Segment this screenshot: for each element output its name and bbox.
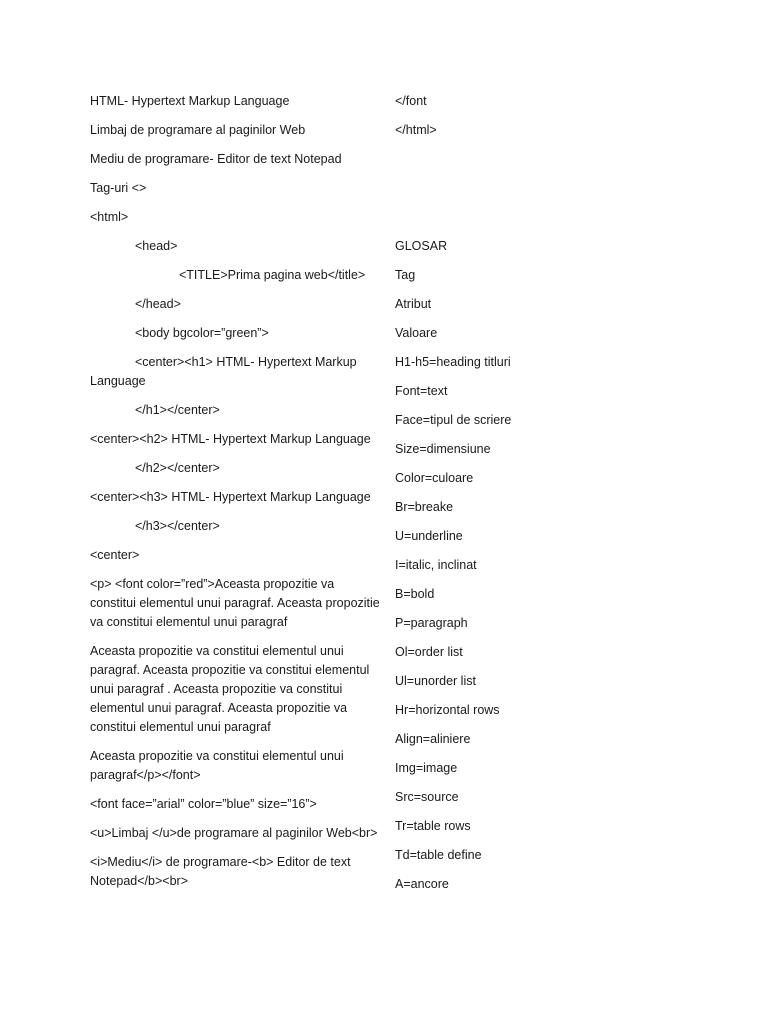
glossary-item: Align=aliniere: [395, 732, 471, 746]
glossary-item: Face=tipul de scriere: [395, 413, 512, 427]
glossary-item: U=underline: [395, 529, 463, 543]
glossary-item: Font=text: [395, 384, 448, 398]
code-line: <font face=”arial” color=”blue” size=”16”>: [90, 797, 317, 811]
code-line: <html>: [90, 210, 129, 224]
closing-tags: [395, 92, 695, 140]
right-column: [395, 92, 695, 904]
glossary-item: Color=culoare: [395, 471, 474, 485]
code-line: <TITLE>Prima pagina web</title>: [179, 268, 366, 282]
glossary-item: Tr=table rows: [395, 819, 471, 833]
glossary-item: Td=table define: [395, 848, 482, 862]
code-line: Limbaj de programare al paginilor Web: [90, 123, 306, 137]
glossary-title: GLOSAR: [395, 239, 448, 253]
glossary-item: Img=image: [395, 761, 458, 775]
code-line: Aceasta propozitie va constitui elementul unui paragraf</p></font>: [90, 749, 344, 782]
glossary-item: Tag: [395, 268, 416, 282]
code-line: <center><h3> HTML- Hypertext Markup Language: [90, 490, 371, 504]
glossary-item: H1-h5=heading titluri: [395, 355, 511, 369]
code-line: </h2></center>: [135, 461, 220, 475]
code-line: Mediu de programare- Editor de text Notepad: [90, 152, 342, 166]
code-line: HTML- Hypertext Markup Language: [90, 94, 290, 108]
glossary: [395, 237, 695, 894]
code-line: <head>: [135, 239, 178, 253]
code-line: <u>Limbaj </u>de programare al paginilor Web<br>: [90, 826, 378, 840]
glossary-item: B=bold: [395, 587, 435, 601]
closing-tag-line: </html>: [395, 123, 437, 137]
code-line: </h1></center>: [135, 403, 220, 417]
glossary-item: Ul=unorder list: [395, 674, 476, 688]
glossary-item: Atribut: [395, 297, 432, 311]
glossary-item: P=paragraph: [395, 616, 468, 630]
glossary-item: Src=source: [395, 790, 459, 804]
code-line: Tag-uri <>: [90, 181, 147, 195]
code-line: <i>Mediu</i> de programare-<b> Editor de text Notepad</b><br>: [90, 855, 351, 888]
glossary-item: A=ancore: [395, 877, 449, 891]
closing-tag-line: </font: [395, 94, 427, 108]
left-column: [90, 92, 380, 901]
glossary-item: Valoare: [395, 326, 438, 340]
code-line: <center><h2> HTML- Hypertext Markup Language: [90, 432, 371, 446]
code-line: <center><h1> HTML- Hypertext Markup Language: [90, 355, 357, 388]
glossary-item: Size=dimensiune: [395, 442, 491, 456]
glossary-item: Hr=horizontal rows: [395, 703, 500, 717]
glossary-item: Br=breake: [395, 500, 454, 514]
code-line: <p> <font color=”red”>Aceasta propozitie va constitui elementul unui paragraf. Aceasta propozitie va constitui elementul unui paragraf: [90, 577, 380, 629]
code-line: <body bgcolor=”green”>: [135, 326, 269, 340]
glossary-item: Ol=order list: [395, 645, 463, 659]
code-line: </head>: [135, 297, 181, 311]
glossary-item: I=italic, inclinat: [395, 558, 477, 572]
code-line: </h3></center>: [135, 519, 220, 533]
code-line: <center>: [90, 548, 140, 562]
code-line: Aceasta propozitie va constitui elementul unui paragraf. Aceasta propozitie va constitui elementul unui paragraf . Aceasta propozitie va constitui elementul unui paragraf. Aceasta propozitie va constitui elementul unui paragraf: [90, 644, 370, 734]
